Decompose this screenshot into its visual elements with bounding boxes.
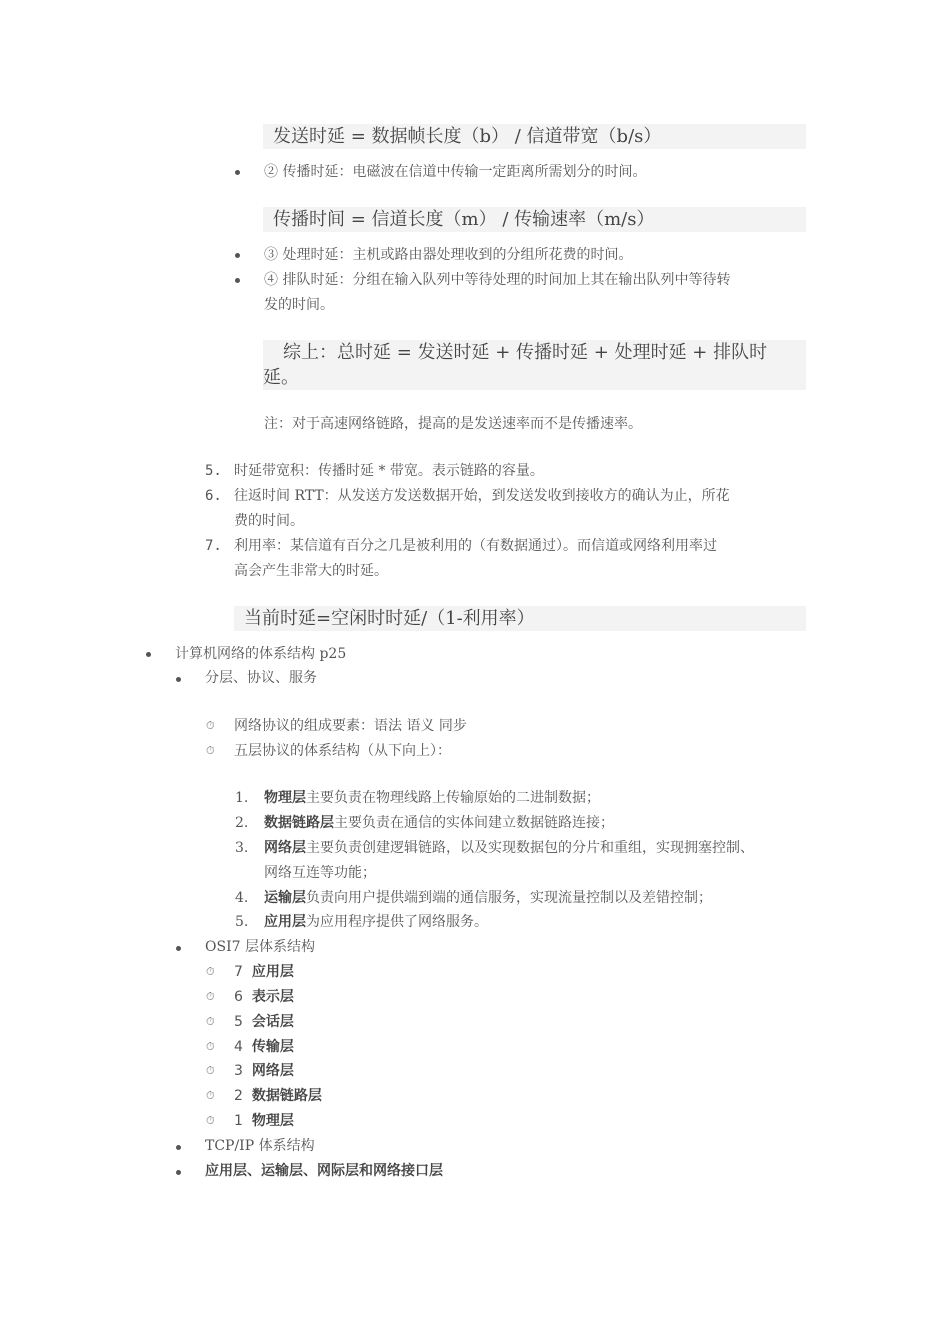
item-propagation: ② 传播时延：电磁波在信道中传输一定距离所需划分的时间。	[264, 164, 647, 180]
osi-title-text: OSI7 层体系结构	[205, 939, 315, 955]
item-6-line2: 费的时间。	[234, 513, 304, 529]
five-layer-num: 1.	[235, 790, 249, 806]
formula-total-line2: 延。	[263, 367, 299, 388]
bullet-icon	[176, 677, 181, 682]
formula-send-delay-text: 发送时延 = 数据帧长度（b） / 信道带宽（b/s）	[273, 126, 662, 147]
five-layer-num: 2.	[235, 815, 249, 831]
formula-propagation	[263, 207, 806, 232]
formula-total-line1: 综上：总时延 = 发送时延 + 传播时延 + 处理时延 + 排队时	[283, 342, 768, 363]
osi-layer	[234, 985, 294, 1010]
tcpip-layers-text: 应用层、运输层、网际层和网络接口层	[205, 1163, 443, 1179]
osi-layer	[234, 1035, 294, 1060]
five-layer-item	[264, 910, 488, 935]
five-layer-name: 运输层	[264, 890, 306, 906]
num-7: 7.	[205, 538, 222, 554]
protocol-elements: 网络协议的组成要素：语法 语义 同步	[234, 718, 467, 734]
clock-bullet-icon: ⏱	[206, 1114, 215, 1127]
five-layer-desc: 主要负责在通信的实体间建立数据链路连接；	[334, 815, 614, 831]
formula-send-delay	[263, 124, 806, 149]
bullet-icon	[146, 652, 151, 657]
osi-layer-num: 1	[234, 1113, 243, 1129]
num-6: 6.	[205, 488, 222, 504]
five-layer-name: 应用层	[264, 914, 306, 930]
five-layer-title: 五层协议的体系结构（从下向上）：	[234, 743, 451, 759]
five-layer-desc: 为应用程序提供了网络服务。	[306, 914, 488, 930]
five-layer-desc: 主要负责创建逻辑链路，以及实现数据包的分片和重组，实现拥塞控制、	[306, 840, 754, 856]
five-layer-desc-cont: 网络互连等功能；	[264, 865, 376, 881]
five-layer-item	[264, 836, 754, 861]
clock-bullet-icon: ⏱	[206, 719, 215, 732]
note: 注：对于高速网络链路，提高的是发送速率而不是传播速率。	[264, 416, 642, 432]
clock-bullet-icon: ⏱	[206, 1040, 215, 1053]
osi-layer	[234, 1109, 294, 1134]
osi-layer-name: 表示层	[251, 989, 294, 1005]
clock-bullet-icon: ⏱	[206, 1089, 215, 1102]
five-layer-item	[264, 886, 712, 911]
osi-layer	[234, 1084, 322, 1109]
osi-layer-name: 会话层	[251, 1014, 294, 1030]
osi-layer-name: 物理层	[251, 1113, 294, 1129]
osi-layer-num: 7	[234, 964, 243, 980]
osi-layer	[234, 960, 294, 985]
bullet-icon	[176, 1170, 181, 1175]
item-queue-line1: ④ 排队时延：分组在输入队列中等待处理的时间加上其在输出队列中等待转	[264, 272, 731, 288]
item-processing: ③ 处理时延：主机或路由器处理收到的分组所花费的时间。	[264, 247, 633, 263]
arch-title: 计算机网络的体系结构 p25	[175, 646, 347, 662]
bullet-icon	[176, 946, 181, 951]
item-6-line1: 往返时间 RTT：从发送方发送数据开始，到发送发收到接收方的确认为止，所花	[234, 488, 730, 504]
item-7-line2: 高会产生非常大的时延。	[234, 563, 388, 579]
clock-bullet-icon: ⏱	[206, 744, 215, 757]
osi-layer-name: 应用层	[251, 964, 294, 980]
tcpip-layers	[205, 1159, 443, 1184]
five-layer-item	[264, 811, 614, 836]
formula-current-text: 当前时延=空闲时时延/（1-利用率）	[244, 608, 535, 629]
item-5: 时延带宽积：传播时延 * 带宽。表示链路的容量。	[234, 463, 544, 479]
five-layer-name: 网络层	[264, 840, 306, 856]
bullet-icon	[235, 253, 240, 258]
layer-protocol-service: 分层、协议、服务	[205, 670, 317, 686]
osi-layer-num: 5	[234, 1014, 243, 1030]
osi-layer	[234, 1010, 294, 1035]
five-layer-desc: 主要负责在物理线路上传输原始的二进制数据；	[306, 790, 600, 806]
item-queue-line2: 发的时间。	[264, 297, 334, 313]
formula-propagation-text: 传播时间 = 信道长度（m） / 传输速率（m/s）	[273, 209, 655, 230]
osi-layer-num: 3	[234, 1063, 243, 1079]
osi-layer-name: 传输层	[251, 1039, 294, 1055]
osi-layer	[234, 1059, 294, 1084]
formula-total	[263, 340, 806, 390]
five-layer-desc: 负责向用户提供端到端的通信服务，实现流量控制以及差错控制；	[306, 890, 712, 906]
five-layer-name: 物理层	[264, 790, 306, 806]
bullet-icon	[176, 1145, 181, 1150]
osi-layer-num: 4	[234, 1039, 243, 1055]
num-5: 5.	[205, 463, 222, 479]
osi-layer-num: 2	[234, 1088, 243, 1104]
clock-bullet-icon: ⏱	[206, 1015, 215, 1028]
bullet-icon	[235, 278, 240, 283]
five-layer-num: 5.	[235, 914, 249, 930]
osi-layer-num: 6	[234, 989, 243, 1005]
clock-bullet-icon: ⏱	[206, 990, 215, 1003]
formula-current	[234, 606, 806, 631]
bullet-icon	[235, 170, 240, 175]
clock-bullet-icon: ⏱	[206, 1064, 215, 1077]
osi-title	[205, 935, 315, 960]
tcpip-title: TCP/IP 体系结构	[205, 1138, 315, 1154]
five-layer-num: 4.	[235, 890, 249, 906]
five-layer-name: 数据链路层	[264, 815, 334, 831]
clock-bullet-icon: ⏱	[206, 965, 215, 978]
five-layer-item	[264, 786, 600, 811]
osi-layer-name: 数据链路层	[251, 1088, 322, 1104]
item-7-line1: 利用率：某信道有百分之几是被利用的（有数据通过）。而信道或网络利用率过	[234, 538, 717, 554]
five-layer-num: 3.	[235, 840, 249, 856]
osi-layer-name: 网络层	[251, 1063, 294, 1079]
